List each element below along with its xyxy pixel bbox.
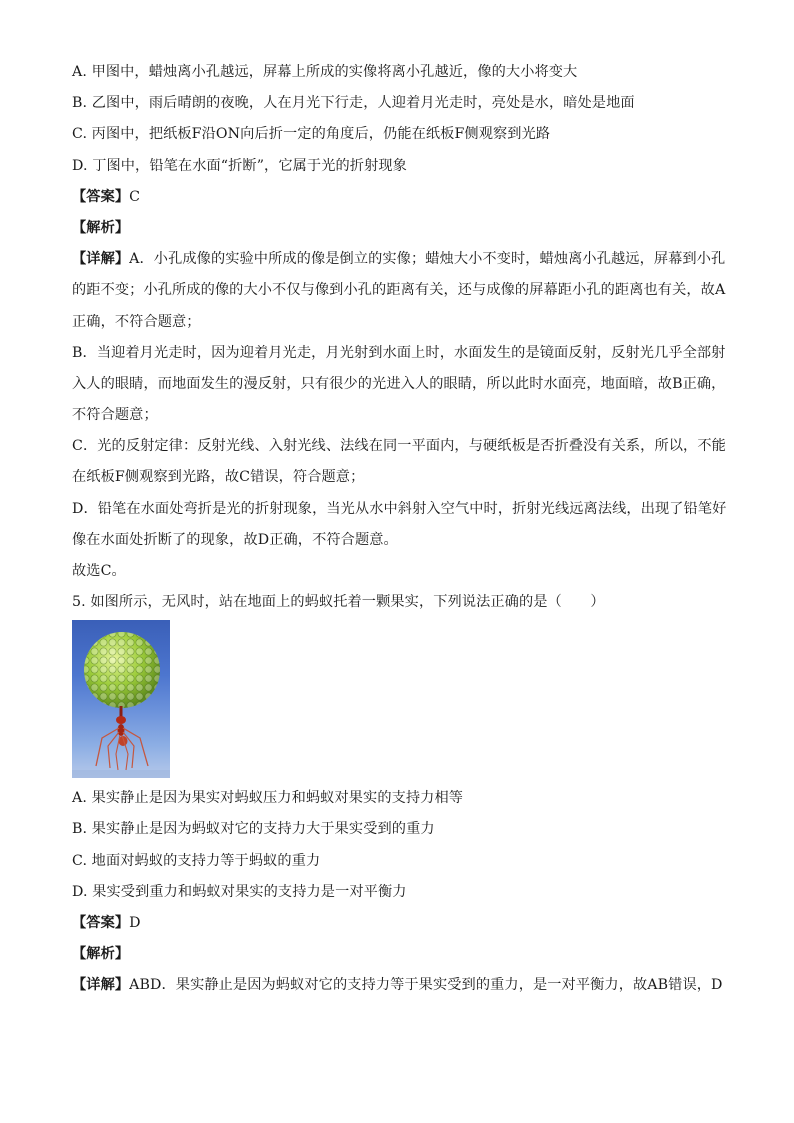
q4-option-c: C. 丙图中，把纸板F沿ON向后折一定的角度后，仍能在纸板F侧观察到光路	[72, 126, 551, 143]
q4-detail-line: D．铅笔在水面处弯折是光的折射现象，当光从水中斜射入空气中时，折射光线远离法线，出现了铅笔好	[72, 500, 727, 517]
q5-detail-line	[72, 975, 722, 995]
q4-answer	[72, 187, 722, 207]
q5-option-d: D. 果实受到重力和蚂蚁对果实的支持力是一对平衡力	[72, 883, 407, 900]
q4-detail-line: 在纸板F侧观察到光路，故C错误，符合题意；	[72, 469, 365, 486]
ant-thorax	[118, 724, 125, 736]
answer-value: D	[129, 914, 141, 931]
ant-head	[116, 716, 126, 724]
ant-fruit-illustration	[72, 620, 170, 778]
q5-answer	[72, 913, 722, 933]
q4-option-b: B. 乙图中，雨后晴朗的夜晚，人在月光下行走，人迎着月光走时，亮处是水，暗处是地面	[72, 95, 635, 112]
q4-analysis-tag: 【解析】	[72, 219, 130, 236]
q4-detail-line: 的距不变；小孔所成的像的大小不仅与像到小孔的距离有关，还与成像的屏幕距小孔的距离也有关，故A	[72, 282, 726, 299]
detail-text: A．小孔成像的实验中所成的像是倒立的实像；蜡烛大小不变时，蜡烛离小孔越远，屏幕到小孔	[129, 251, 726, 268]
ant-fruit-photo	[72, 620, 170, 778]
detail-tag: 【详解】	[72, 977, 130, 994]
q5-option-c: C. 地面对蚂蚁的支持力等于蚂蚁的重力	[72, 852, 321, 869]
q4-option-a: A. 甲图中，蜡烛离小孔越远，屏幕上所成的实像将离小孔越近，像的大小将变大	[72, 64, 578, 80]
q5-stem: 5. 如图所示，无风时，站在地面上的蚂蚁托着一颗果实，下列说法正确的是（ ）	[72, 594, 605, 611]
q4-detail-line: B．当迎着月光走时，因为迎着月光走，月光射到水面上时，水面发生的是镜面反射，反射光几乎全部射	[72, 344, 726, 361]
detail-text: ABD．果实静止是因为蚂蚁对它的支持力等于果实受到的重力，是一对平衡力，故AB错误，D	[129, 977, 723, 994]
q4-conclusion: 故选C。	[72, 563, 126, 579]
answer-value: C	[129, 188, 141, 205]
q4-option-d: D. 丁图中，铅笔在水面“折断”，它属于光的折射现象	[72, 157, 407, 174]
answer-tag: 【答案】	[72, 188, 130, 205]
q5-option-b: B. 果实静止是因为蚂蚁对它的支持力大于果实受到的重力	[72, 821, 435, 838]
q4-detail-line: 入人的眼睛，而地面发生的漫反射，只有很少的光进入人的眼睛，所以此时水面亮，地面暗，故B正确，	[72, 375, 726, 392]
q4-detail-line: 像在水面处折断了的现象，故D正确，不符合题意。	[72, 531, 398, 548]
answer-tag: 【答案】	[72, 914, 130, 931]
q4-detail-line: 正确，不符合题意；	[72, 313, 201, 330]
document-page	[72, 62, 727, 995]
q4-detail-line	[72, 249, 726, 269]
detail-tag: 【详解】	[72, 251, 130, 268]
q5-option-a: A. 果实静止是因为果实对蚂蚁压力和蚂蚁对果实的支持力相等	[72, 790, 464, 807]
q5-analysis-tag: 【解析】	[72, 946, 130, 963]
q4-detail-line: C．光的反射定律：反射光线、入射光线、法线在同一平面内，与硬纸板是否折叠没有关系，所以，不能	[72, 438, 726, 455]
q4-detail-line: 不符合题意；	[72, 407, 158, 424]
